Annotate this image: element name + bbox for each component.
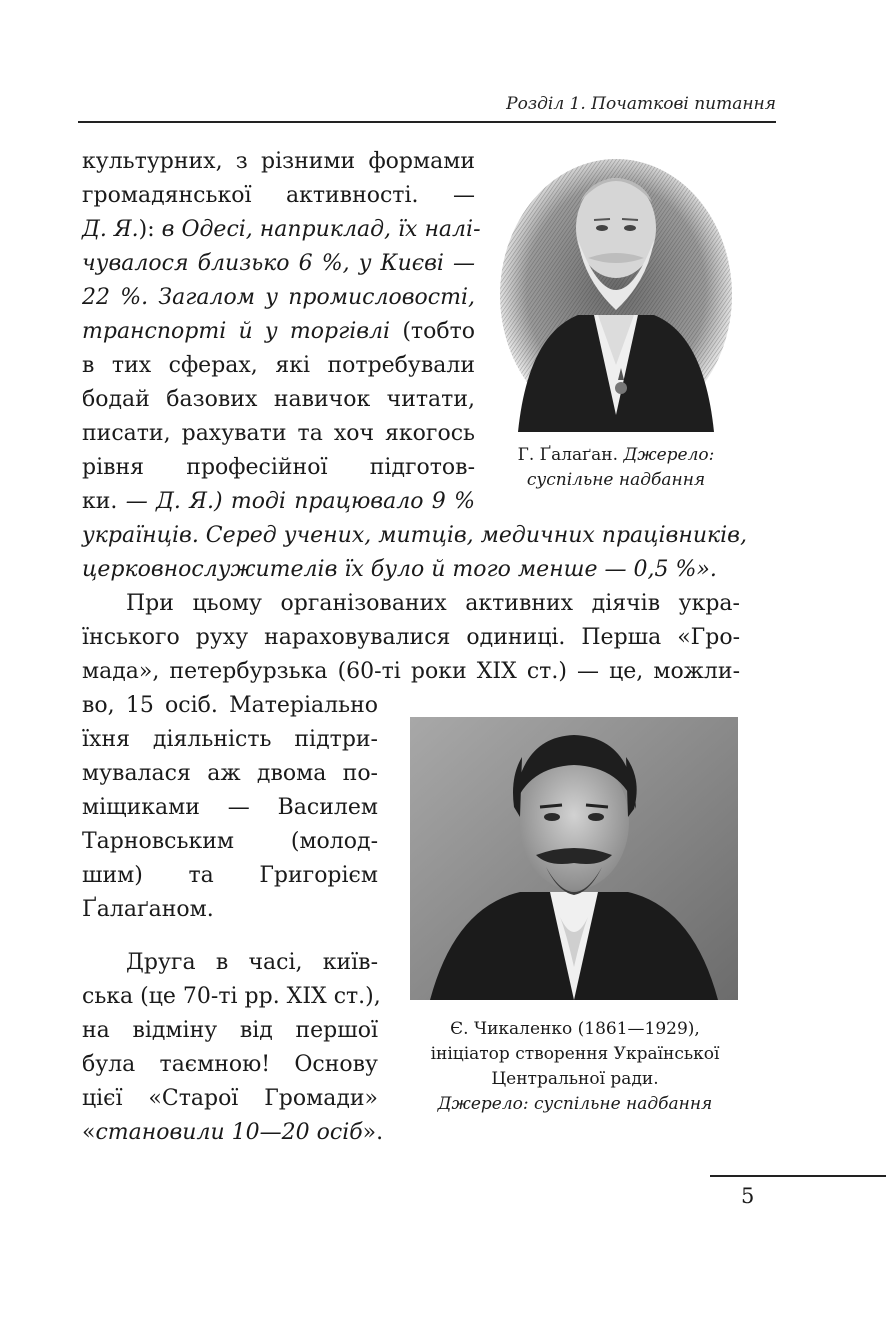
portrait-galagan	[498, 150, 734, 432]
caption-source: Джерело: суспільне надбання	[437, 1094, 713, 1114]
text-line: При цьому організованих активних діячів укра-	[126, 591, 740, 616]
text-line	[82, 553, 717, 587]
text-line: мада», петербурзька (60-ті роки XIX ст.) — це, можли-	[82, 659, 740, 684]
text-line: писати, рахувати та хоч якогось	[82, 421, 475, 446]
caption-source: Джерело: суспільне надбання	[526, 445, 715, 490]
caption-line: Центральної ради.	[491, 1069, 659, 1089]
text-line	[82, 213, 481, 247]
text-line: Друга в часі, київ-	[126, 950, 378, 975]
caption-galagan	[498, 443, 734, 493]
caption-line: Є. Чикаленко (1861—1929),	[450, 1019, 700, 1039]
text-segment: ».	[696, 557, 717, 582]
text-line: міщиками — Василем	[82, 795, 378, 820]
text-line: во, 15 осіб. Матеріально	[82, 693, 378, 718]
text-segment: «	[82, 1120, 96, 1145]
footer-rule	[710, 1175, 886, 1177]
text-line: мувалася аж двома по-	[82, 761, 378, 786]
text-segment: ».	[362, 1120, 384, 1145]
caption-name: Г. Ґалаґан.	[517, 445, 619, 465]
text-segment: транспорті й у торгівлі	[82, 319, 403, 344]
text-line: чувалося близько 6 %, у Києві —	[82, 251, 475, 276]
text-segment: ки.	[82, 489, 118, 514]
running-head: Розділ 1. Початкові питання	[506, 94, 776, 114]
text-segment: Д. Я.	[82, 217, 139, 242]
text-line: Ґалаґаном.	[82, 897, 214, 922]
text-line: в тих сферах, які потребували	[82, 353, 475, 378]
page-number: 5	[741, 1184, 755, 1208]
text-line	[82, 485, 475, 519]
text-line: була таємною! Основу	[82, 1052, 378, 1077]
text-segment	[82, 217, 162, 242]
caption-chykalenko	[400, 1017, 750, 1117]
text-line	[82, 1116, 384, 1150]
text-line: їхня діяльність підтри-	[82, 727, 378, 752]
text-line: 22 %. Загалом у промисловості,	[82, 285, 475, 310]
text-line: культурних, з різними формами	[82, 149, 475, 174]
text-segment: ):	[138, 217, 162, 242]
text-line: шим) та Григорієм	[82, 863, 378, 888]
text-segment: в Одесі, наприклад, їх налі-	[161, 217, 481, 242]
text-line: ська (це 70-ті рр. XIX ст.),	[82, 984, 381, 1009]
text-line: на відміну від першої	[82, 1018, 378, 1043]
portrait-chykalenko	[410, 717, 738, 1000]
text-line: Тарновським (молод-	[82, 829, 378, 854]
text-segment: — Д. Я.) тоді працювало 9 %	[117, 489, 475, 514]
text-line: рівня професійної підготов-	[82, 455, 475, 480]
text-segment: становили 10—20 осіб	[95, 1120, 363, 1145]
text-segment: церковнослужителів їх було й того менше — 0,5 %	[82, 557, 697, 582]
header-rule	[78, 121, 776, 123]
text-line: цієї «Старої Громади»	[82, 1086, 378, 1111]
text-line: громадянської активності. —	[82, 183, 475, 208]
text-line: бодай базових навичок читати,	[82, 387, 475, 412]
text-line: українців. Серед учених, митців, медичних працівників,	[82, 523, 747, 548]
text-line: їнського руху нараховувалися одиниці. Перша «Гро-	[82, 625, 740, 650]
caption-line: ініціатор створення Української	[430, 1044, 720, 1064]
text-line	[82, 315, 475, 349]
text-segment: (тобто	[402, 319, 475, 344]
